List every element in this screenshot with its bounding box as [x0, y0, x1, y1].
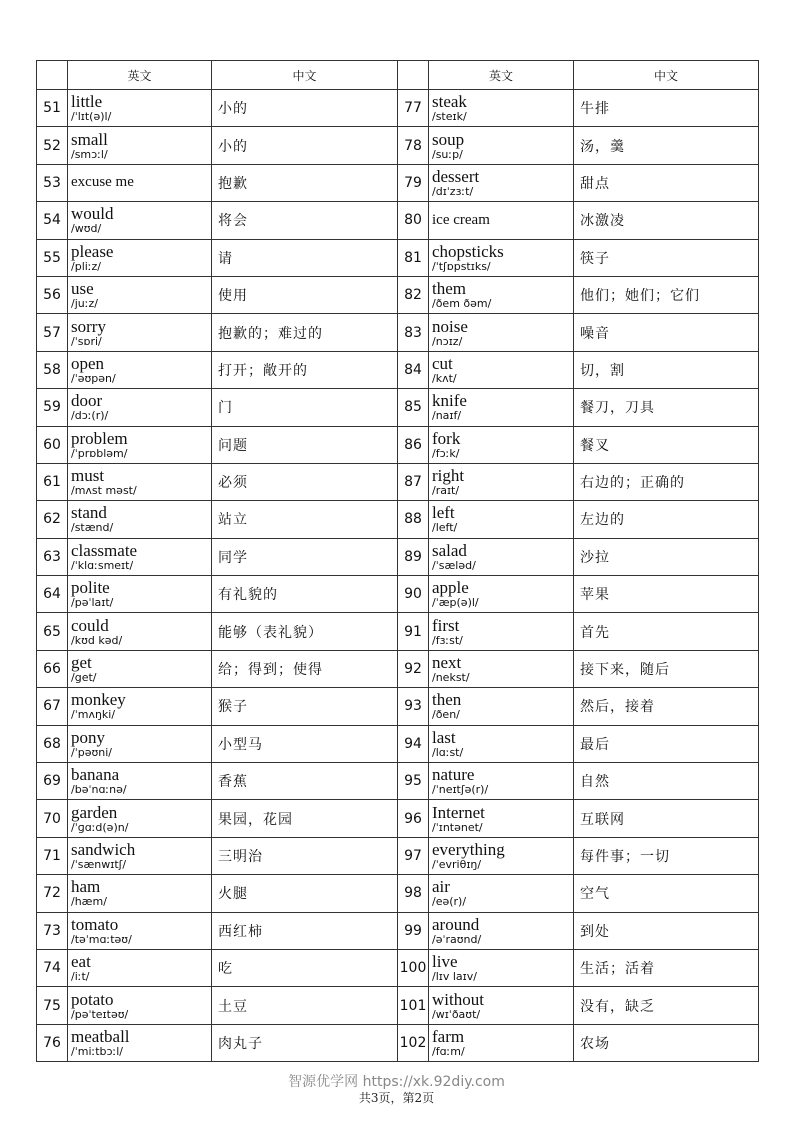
table-row: [37, 314, 759, 351]
english-cell: [429, 763, 574, 800]
english-cell: [68, 949, 212, 986]
english-word: them: [432, 279, 466, 299]
phonetic: /lɪv laɪv/: [432, 970, 477, 984]
english-cell: [68, 463, 212, 500]
english-word: door: [71, 391, 103, 411]
english-cell: [429, 912, 574, 949]
entry-number: 73: [37, 912, 68, 949]
english-cell: [429, 613, 574, 650]
english-word: stand: [71, 503, 107, 523]
english-cell: [68, 576, 212, 613]
english-cell: [429, 650, 574, 687]
english-word: ham: [71, 877, 101, 897]
phonetic: /ˈəʊpən/: [71, 371, 116, 385]
chinese-meaning: 餐叉: [574, 426, 759, 463]
english-word: could: [71, 615, 109, 635]
english-cell: [68, 351, 212, 388]
chinese-meaning: 接下来，随后: [574, 650, 759, 687]
phonetic: /get/: [71, 671, 97, 685]
chinese-meaning: 果园，花园: [212, 800, 398, 837]
english-word: live: [432, 952, 458, 972]
chinese-meaning: 土豆: [212, 987, 398, 1024]
phonetic: /əˈraʊnd/: [432, 932, 482, 946]
english-word: please: [71, 241, 114, 261]
entry-number: 90: [398, 576, 429, 613]
chinese-meaning: 左边的: [574, 501, 759, 538]
phonetic: /ˈæp(ə)l/: [432, 596, 479, 610]
chinese-meaning: 抱歉: [212, 164, 398, 201]
english-word: nature: [432, 765, 475, 785]
english-word: little: [71, 92, 103, 112]
table-row: [37, 650, 759, 687]
table-row: [37, 501, 759, 538]
table-row: [37, 1024, 759, 1061]
chinese-meaning: 牛排: [574, 90, 759, 127]
english-word: around: [432, 914, 480, 934]
table-row: [37, 688, 759, 725]
chinese-meaning: 必须: [212, 463, 398, 500]
entry-number: 96: [398, 800, 429, 837]
phonetic: /ˈsɒri/: [71, 334, 102, 348]
entry-number: 52: [37, 127, 68, 164]
entry-number: 72: [37, 875, 68, 912]
table-row: [37, 202, 759, 239]
chinese-meaning: 同学: [212, 538, 398, 575]
english-cell: [68, 912, 212, 949]
english-cell: [429, 688, 574, 725]
english-cell: [68, 202, 212, 239]
table-row: [37, 164, 759, 201]
table-row: [37, 763, 759, 800]
entry-number: 83: [398, 314, 429, 351]
phonetic: /stænd/: [71, 521, 114, 535]
chinese-meaning: 请: [212, 239, 398, 276]
chinese-meaning: 然后，接着: [574, 688, 759, 725]
phonetic: /pəˈteɪtəʊ/: [71, 1007, 129, 1021]
phonetic: /nekst/: [432, 671, 470, 685]
entry-number: 80: [398, 202, 429, 239]
english-cell: [68, 239, 212, 276]
english-word: potato: [71, 989, 114, 1009]
phonetic: /dɔː(r)/: [71, 409, 109, 423]
english-cell: [429, 239, 574, 276]
entry-number: 92: [398, 650, 429, 687]
chinese-meaning: 噪音: [574, 314, 759, 351]
entry-number: 53: [37, 164, 68, 201]
table-row: [37, 463, 759, 500]
english-cell: [429, 351, 574, 388]
table-row: [37, 987, 759, 1024]
chinese-meaning: 右边的；正确的: [574, 463, 759, 500]
entry-number: 82: [398, 276, 429, 313]
table-row: [37, 426, 759, 463]
table-row: [37, 127, 759, 164]
phonetic: /steɪk/: [432, 110, 467, 124]
english-cell: [429, 314, 574, 351]
english-word: without: [432, 989, 484, 1009]
entry-number: 76: [37, 1024, 68, 1061]
english-word: noise: [432, 316, 468, 336]
english-cell: [68, 688, 212, 725]
english-word: eat: [71, 952, 91, 972]
entry-number: 84: [398, 351, 429, 388]
chinese-meaning: 能够（表礼貌）: [212, 613, 398, 650]
entry-number: 91: [398, 613, 429, 650]
chinese-meaning: 甜点: [574, 164, 759, 201]
entry-number: 63: [37, 538, 68, 575]
english-word: left: [432, 503, 455, 523]
phonetic: /left/: [432, 521, 458, 535]
english-word: knife: [432, 391, 467, 411]
entry-number: 51: [37, 90, 68, 127]
entry-number: 56: [37, 276, 68, 313]
english-word: cut: [432, 353, 453, 373]
english-word: then: [432, 690, 462, 710]
chinese-meaning: 小的: [212, 90, 398, 127]
entry-number: 55: [37, 239, 68, 276]
entry-number: 64: [37, 576, 68, 613]
english-word: next: [432, 653, 462, 673]
english-cell: [429, 90, 574, 127]
table-row: [37, 800, 759, 837]
english-cell: [429, 426, 574, 463]
chinese-meaning: 到处: [574, 912, 759, 949]
english-cell: [68, 389, 212, 426]
chinese-meaning: 每件事；一切: [574, 837, 759, 874]
entry-number: 85: [398, 389, 429, 426]
english-word: pony: [71, 727, 105, 747]
entry-number: 95: [398, 763, 429, 800]
english-cell: [68, 426, 212, 463]
phonetic: /pliːz/: [71, 259, 101, 273]
entry-number: 98: [398, 875, 429, 912]
english-cell: [68, 650, 212, 687]
header-number-left: [37, 61, 68, 90]
english-word: small: [71, 129, 108, 149]
english-word: would: [71, 204, 114, 224]
english-cell: [68, 987, 212, 1024]
english-word: classmate: [71, 540, 138, 560]
table-row: [37, 276, 759, 313]
phonetic: /ˈlɪt(ə)l/: [71, 110, 112, 124]
header-number-right: [398, 61, 429, 90]
entry-number: 58: [37, 351, 68, 388]
english-cell: [68, 276, 212, 313]
phonetic: /ˈevriθɪŋ/: [432, 858, 482, 871]
phonetic: /ˈɡɑːd(ə)n/: [71, 820, 129, 834]
english-word: soup: [432, 129, 465, 149]
english-word: apple: [432, 578, 469, 598]
phonetic: /hæm/: [71, 895, 107, 909]
chinese-meaning: 空气: [574, 875, 759, 912]
phonetic: /ˈprɒbləm/: [71, 446, 128, 460]
english-word: excuse me: [71, 174, 134, 191]
english-word: first: [432, 615, 460, 635]
english-cell: [429, 501, 574, 538]
phonetic: /ðen/: [432, 708, 460, 722]
entry-number: 66: [37, 650, 68, 687]
phonetic: /pəˈlaɪt/: [71, 596, 114, 610]
entry-number: 79: [398, 164, 429, 201]
chinese-meaning: 生活；活着: [574, 949, 759, 986]
table-row: [37, 912, 759, 949]
entry-number: 61: [37, 463, 68, 500]
entry-number: 69: [37, 763, 68, 800]
phonetic: /ˈɪntənet/: [432, 820, 483, 834]
chinese-meaning: 餐刀，刀具: [574, 389, 759, 426]
english-word: ice cream: [432, 211, 490, 228]
entry-number: 99: [398, 912, 429, 949]
phonetic: /ˈneɪtʃə(r)/: [432, 783, 489, 797]
table-row: [37, 576, 759, 613]
english-cell: [429, 463, 574, 500]
chinese-meaning: 使用: [212, 276, 398, 313]
english-cell: [429, 127, 574, 164]
english-cell: [429, 276, 574, 313]
chinese-meaning: 打开；敞开的: [212, 351, 398, 388]
english-word: sandwich: [71, 840, 136, 859]
chinese-meaning: 有礼貌的: [212, 576, 398, 613]
english-word: last: [432, 727, 456, 747]
phonetic: /ðem ðəm/: [432, 297, 492, 311]
table-row: [37, 538, 759, 575]
phonetic: /iːt/: [71, 970, 90, 984]
entry-number: 74: [37, 949, 68, 986]
chinese-meaning: 他们；她们；它们: [574, 276, 759, 313]
phonetic: /raɪt/: [432, 484, 460, 498]
english-cell: [429, 538, 574, 575]
table-row: [37, 837, 759, 874]
chinese-meaning: 最后: [574, 725, 759, 762]
english-word: get: [71, 653, 92, 673]
chinese-meaning: 猴子: [212, 688, 398, 725]
english-word: polite: [71, 578, 110, 598]
chinese-meaning: 吃: [212, 949, 398, 986]
entry-number: 88: [398, 501, 429, 538]
entry-number: 54: [37, 202, 68, 239]
chinese-meaning: 三明治: [212, 837, 398, 874]
entry-number: 60: [37, 426, 68, 463]
entry-number: 75: [37, 987, 68, 1024]
phonetic: /ˈmʌŋki/: [71, 708, 116, 722]
footer-site-watermark: 智源优学网 https://xk.92diy.com: [288, 1074, 505, 1090]
header-chinese-right: 中文: [574, 61, 759, 90]
english-cell: [429, 1024, 574, 1061]
english-cell: [68, 800, 212, 837]
phonetic: /ˈsæləd/: [432, 558, 476, 572]
table-row: [37, 389, 759, 426]
phonetic: /kʊd kəd/: [71, 633, 123, 647]
chinese-meaning: 筷子: [574, 239, 759, 276]
table-row: [37, 351, 759, 388]
english-word: use: [71, 279, 94, 299]
phonetic: /mʌst məst/: [71, 484, 137, 498]
entry-number: 67: [37, 688, 68, 725]
phonetic: /kʌt/: [432, 371, 457, 385]
english-cell: [429, 202, 574, 239]
english-word: salad: [432, 540, 467, 560]
table-row: [37, 725, 759, 762]
english-word: sorry: [71, 316, 106, 336]
entry-number: 68: [37, 725, 68, 762]
english-cell: [429, 875, 574, 912]
phonetic: /ˈsænwɪtʃ/: [71, 858, 127, 871]
entry-number: 97: [398, 837, 429, 874]
english-word: fork: [432, 428, 461, 448]
entry-number: 94: [398, 725, 429, 762]
english-word: dessert: [432, 166, 480, 186]
phonetic: /lɑːst/: [432, 745, 464, 759]
chinese-meaning: 互联网: [574, 800, 759, 837]
english-word: open: [71, 353, 105, 373]
english-word: monkey: [71, 690, 126, 710]
english-cell: [429, 949, 574, 986]
english-word: air: [432, 877, 450, 897]
entry-number: 102: [398, 1024, 429, 1061]
phonetic: /ˈmiːtbɔːl/: [71, 1044, 124, 1058]
chinese-meaning: 首先: [574, 613, 759, 650]
chinese-meaning: 站立: [212, 501, 398, 538]
english-cell: [429, 725, 574, 762]
entry-number: 65: [37, 613, 68, 650]
english-cell: [429, 987, 574, 1024]
phonetic: /eə(r)/: [432, 895, 467, 909]
phonetic: /wɪˈðaʊt/: [432, 1007, 481, 1021]
phonetic: /nɔɪz/: [432, 334, 463, 348]
chinese-meaning: 切，割: [574, 351, 759, 388]
english-cell: [429, 164, 574, 201]
english-cell: [68, 501, 212, 538]
chinese-meaning: 沙拉: [574, 538, 759, 575]
phonetic: /smɔːl/: [71, 147, 108, 161]
header-english-right: 英文: [429, 61, 574, 90]
phonetic: /fɑːm/: [432, 1044, 465, 1058]
phonetic: /suːp/: [432, 147, 463, 161]
chinese-meaning: 冰激凌: [574, 202, 759, 239]
phonetic: /fɜːst/: [432, 633, 463, 647]
chinese-meaning: 抱歉的；难过的: [212, 314, 398, 351]
entry-number: 62: [37, 501, 68, 538]
table-row: [37, 239, 759, 276]
phonetic: /ˈpəʊni/: [71, 745, 113, 759]
english-word: garden: [71, 802, 118, 822]
chinese-meaning: 肉丸子: [212, 1024, 398, 1061]
entry-number: 71: [37, 837, 68, 874]
chinese-meaning: 门: [212, 389, 398, 426]
english-cell: [68, 613, 212, 650]
entry-number: 78: [398, 127, 429, 164]
chinese-meaning: 将会: [212, 202, 398, 239]
chinese-meaning: 苹果: [574, 576, 759, 613]
table-row: [37, 949, 759, 986]
vocabulary-table: [36, 60, 759, 1062]
chinese-meaning: 农场: [574, 1024, 759, 1061]
chinese-meaning: 火腿: [212, 875, 398, 912]
entry-number: 81: [398, 239, 429, 276]
english-cell: [68, 164, 212, 201]
english-word: problem: [71, 428, 128, 448]
entry-number: 100: [398, 949, 429, 986]
english-word: banana: [71, 765, 120, 785]
entry-number: 101: [398, 987, 429, 1024]
table-body: [37, 90, 759, 1062]
phonetic: /juːz/: [71, 297, 98, 311]
english-cell: [68, 837, 212, 874]
header-chinese-left: 中文: [212, 61, 398, 90]
chinese-meaning: 自然: [574, 763, 759, 800]
footer-page-number: 共3页，第2页: [358, 1091, 435, 1105]
english-cell: [68, 763, 212, 800]
chinese-meaning: 给；得到；使得: [212, 650, 398, 687]
chinese-meaning: 没有，缺乏: [574, 987, 759, 1024]
entry-number: 77: [398, 90, 429, 127]
phonetic: /naɪf/: [432, 409, 462, 423]
english-cell: [429, 576, 574, 613]
phonetic: /wʊd/: [71, 222, 102, 236]
entry-number: 89: [398, 538, 429, 575]
chinese-meaning: 问题: [212, 426, 398, 463]
table-row: [37, 90, 759, 127]
english-cell: [68, 538, 212, 575]
english-cell: [68, 1024, 212, 1061]
phonetic: /ˈtʃɒpstɪks/: [432, 259, 491, 273]
english-cell: [68, 127, 212, 164]
english-cell: [68, 314, 212, 351]
english-word: farm: [432, 1026, 465, 1046]
english-cell: [68, 90, 212, 127]
chinese-meaning: 小型马: [212, 725, 398, 762]
entry-number: 57: [37, 314, 68, 351]
chinese-meaning: 西红柿: [212, 912, 398, 949]
english-word: right: [432, 466, 465, 486]
english-word: must: [71, 466, 105, 486]
phonetic: /dɪˈzɜːt/: [432, 184, 474, 198]
entry-number: 87: [398, 463, 429, 500]
header-english-left: 英文: [68, 61, 212, 90]
english-cell: [429, 389, 574, 426]
entry-number: 70: [37, 800, 68, 837]
english-cell: [429, 800, 574, 837]
phonetic: /fɔːk/: [432, 446, 460, 460]
english-word: steak: [432, 92, 467, 112]
table-header-row: [37, 61, 759, 90]
english-word: everything: [432, 840, 505, 859]
table-row: [37, 875, 759, 912]
chinese-meaning: 香蕉: [212, 763, 398, 800]
english-cell: [68, 725, 212, 762]
phonetic: /bəˈnɑːnə/: [71, 783, 127, 797]
phonetic: /ˈklɑːsmeɪt/: [71, 558, 134, 572]
entry-number: 86: [398, 426, 429, 463]
entry-number: 59: [37, 389, 68, 426]
table-row: [37, 613, 759, 650]
english-cell: [68, 875, 212, 912]
phonetic: /təˈmɑːtəʊ/: [71, 932, 132, 946]
english-cell: [429, 837, 574, 874]
english-word: chopsticks: [432, 241, 504, 261]
chinese-meaning: 小的: [212, 127, 398, 164]
chinese-meaning: 汤，羹: [574, 127, 759, 164]
english-word: Internet: [432, 802, 485, 822]
english-word: tomato: [71, 914, 119, 934]
entry-number: 93: [398, 688, 429, 725]
english-word: meatball: [71, 1026, 130, 1046]
